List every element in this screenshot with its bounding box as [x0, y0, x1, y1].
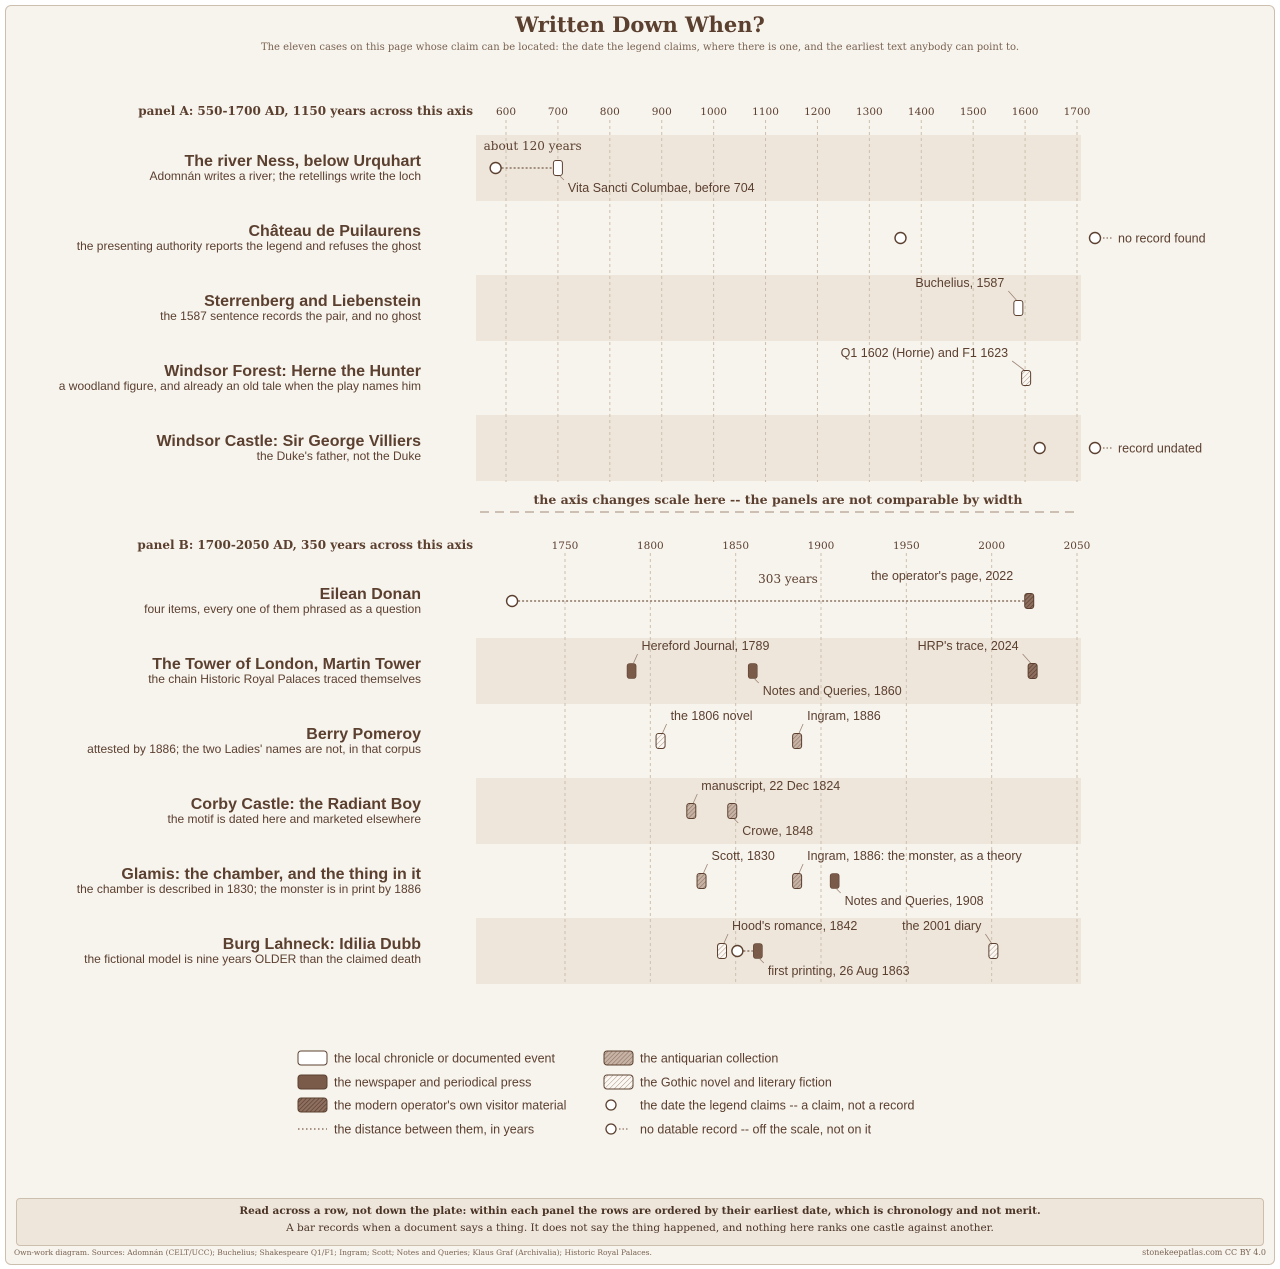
claim-marker	[507, 596, 518, 607]
row-title: Corby Castle: the Radiant Boy	[190, 796, 421, 813]
gap-label: about 120 years	[483, 139, 582, 153]
row-title: Château de Puilaurens	[248, 223, 421, 240]
record-mark	[1022, 371, 1031, 386]
data-marks	[484, 139, 1206, 978]
record-mark	[793, 874, 802, 889]
license-credit: stonekeepatlas.com CC BY 4.0	[1142, 1248, 1266, 1257]
label-leader	[837, 889, 841, 893]
tick-label: 2050	[1063, 540, 1091, 552]
legend-label: the Gothic novel and literary fiction	[640, 1075, 832, 1090]
row-title: Windsor Castle: Sir George Villiers	[156, 433, 421, 450]
record-label: Notes and Queries, 1860	[762, 684, 902, 698]
off-scale-label: no record found	[1118, 231, 1206, 246]
tick-label: 900	[651, 106, 672, 118]
tick-label: 1900	[807, 540, 835, 552]
tick-label: 1300	[855, 106, 883, 118]
row-title: Berry Pomeroy	[306, 726, 421, 743]
record-mark	[728, 804, 737, 819]
record-mark	[553, 161, 562, 176]
record-label: first printing, 26 Aug 1863	[767, 964, 910, 978]
label-leader	[663, 724, 667, 733]
panel-label: panel B: 1700-2050 AD, 350 years across this axis	[137, 538, 473, 552]
tick-label: 1200	[804, 106, 831, 118]
tick-label: 600	[495, 106, 517, 118]
legend-label: no datable record -- off the scale, not on it	[640, 1122, 872, 1137]
row-title: The river Ness, below Urquhart	[184, 153, 421, 170]
record-label: Buchelius, 1587	[915, 276, 1005, 290]
record-label: Vita Sancti Columbae, before 704	[567, 181, 755, 195]
record-label: Notes and Queries, 1908	[844, 894, 984, 908]
row-title: Glamis: the chamber, and the thing in it	[121, 866, 421, 883]
legend-swatch	[604, 1075, 633, 1089]
record-mark	[718, 944, 727, 959]
record-label: the 1806 novel	[670, 709, 753, 723]
record-mark	[656, 734, 665, 749]
tick-label: 1000	[700, 106, 728, 118]
record-label: Ingram, 1886	[807, 709, 881, 723]
row-subtitle: the 1587 sentence records the pair, and no ghost	[160, 309, 421, 323]
claim-marker	[1034, 443, 1045, 454]
sources-credit: Own-work diagram. Sources: Adomnán (CELT/UCC); Buchelius; Shakespeare Q1/F1; Ingram; Scott; Notes and Queries; Klaus Graf (Archivalia); Historic Royal Palaces.	[14, 1248, 652, 1257]
record-label: Hood's romance, 1842	[732, 919, 858, 933]
legend-swatch	[298, 1075, 327, 1089]
label-leader	[799, 864, 803, 873]
tick-label: 1950	[892, 540, 920, 552]
record-mark	[793, 734, 802, 749]
record-label: HRP's trace, 2024	[917, 639, 1019, 653]
row-title: Eilean Donan	[319, 586, 421, 603]
row-title: Windsor Forest: Herne the Hunter	[164, 363, 421, 380]
record-mark	[627, 664, 636, 679]
claim-marker	[732, 946, 743, 957]
panel-label: panel A: 550-1700 AD, 1150 years across this axis	[138, 104, 473, 118]
record-label: the 2001 diary	[902, 919, 982, 933]
row-labels	[59, 153, 422, 966]
tick-label: 800	[599, 106, 620, 118]
label-leader	[704, 864, 708, 873]
claim-marker	[895, 233, 906, 244]
record-label: Hereford Journal, 1789	[641, 639, 770, 653]
tick-label: 700	[547, 106, 568, 118]
label-leader	[1012, 361, 1024, 370]
row-subtitle: the presenting authority reports the legend and refuses the ghost	[76, 239, 421, 253]
record-mark	[753, 944, 762, 959]
record-mark	[1028, 664, 1037, 679]
legend-swatch	[298, 1051, 327, 1065]
row-subtitle: attested by 1886; the two Ladies' names are not, in that corpus	[87, 742, 421, 756]
tick-label: 1600	[1011, 106, 1039, 118]
record-label: Ingram, 1886: the monster, as a theory	[807, 849, 1022, 863]
row-title: Sterrenberg and Liebenstein	[204, 293, 421, 310]
legend-swatch	[298, 1098, 327, 1112]
legend-label: the distance between them, in years	[334, 1122, 535, 1137]
tick-label: 1400	[907, 106, 935, 118]
record-mark	[830, 874, 839, 889]
record-label: Crowe, 1848	[742, 824, 814, 838]
chart-title: Written Down When?	[515, 12, 765, 37]
chart-subtitle: The eleven cases on this page whose claim can be located: the date the legend claims, where there is one, and the earliest text anybody can point to.	[260, 42, 1020, 53]
reading-note-plain: A bar records when a document says a thing. It does not say the thing happened, and nothing here ranks one castle against another.	[286, 1222, 994, 1234]
row-subtitle: the motif is dated here and marketed elsewhere	[167, 812, 421, 826]
off-scale-marker	[1090, 233, 1101, 244]
row-title: The Tower of London, Martin Tower	[152, 656, 421, 673]
tick-label: 1500	[959, 106, 987, 118]
tick-label: 1700	[1063, 106, 1091, 118]
tick-label: 2000	[978, 540, 1006, 552]
row-subtitle: the fictional model is nine years OLDER than the claimed death	[84, 952, 421, 966]
record-mark	[748, 664, 757, 679]
record-mark	[697, 874, 706, 889]
record-label: manuscript, 22 Dec 1824	[701, 779, 841, 793]
tick-label: 1750	[551, 540, 579, 552]
row-subtitle: Adomnán writes a river; the retellings write the loch	[149, 169, 421, 183]
record-mark	[1025, 594, 1034, 609]
legend-swatch	[606, 1100, 616, 1110]
record-label: Scott, 1830	[711, 849, 775, 863]
record-mark	[1014, 301, 1023, 316]
gap-label: 303 years	[758, 572, 818, 586]
row-subtitle: the Duke's father, not the Duke	[256, 449, 421, 463]
off-scale-label: record undated	[1118, 441, 1203, 456]
reading-note-bold: Read across a row, not down the plate: within each panel the rows are ordered by their earliest date, which is chronology and not merit.	[239, 1205, 1041, 1217]
row-subtitle: the chamber is described in 1830; the monster is in print by 1886	[76, 882, 421, 896]
legend-swatch	[604, 1051, 633, 1065]
legend-label: the modern operator's own visitor material	[334, 1098, 567, 1113]
tick-label: 1100	[752, 106, 779, 118]
row-band	[476, 415, 1081, 481]
legend	[298, 1051, 914, 1137]
tick-label: 1850	[722, 540, 750, 552]
row-subtitle: the chain Historic Royal Palaces traced themselves	[148, 672, 421, 686]
legend-label: the antiquarian collection	[640, 1051, 779, 1066]
label-leader	[799, 724, 803, 733]
tick-label: 1800	[636, 540, 664, 552]
claim-marker	[490, 163, 501, 174]
scale-note: the axis changes scale here -- the panels are not comparable by width	[533, 492, 1023, 507]
record-label: Q1 1602 (Horne) and F1 1623	[840, 346, 1009, 360]
off-scale-marker	[1090, 443, 1101, 454]
reading-note	[16, 1198, 1264, 1246]
record-label: the operator's page, 2022	[871, 569, 1014, 583]
row-subtitle: a woodland figure, and already an old tale when the play names him	[58, 379, 421, 393]
record-mark	[687, 804, 696, 819]
legend-label: the newspaper and periodical press	[334, 1075, 532, 1090]
row-title: Burg Lahneck: Idilia Dubb	[222, 936, 421, 953]
row-subtitle: four items, every one of them phrased as a question	[144, 602, 421, 616]
legend-label: the local chronicle or documented event	[334, 1051, 555, 1066]
legend-label: the date the legend claims -- a claim, not a record	[640, 1098, 915, 1113]
record-mark	[989, 944, 998, 959]
legend-swatch	[606, 1124, 616, 1134]
